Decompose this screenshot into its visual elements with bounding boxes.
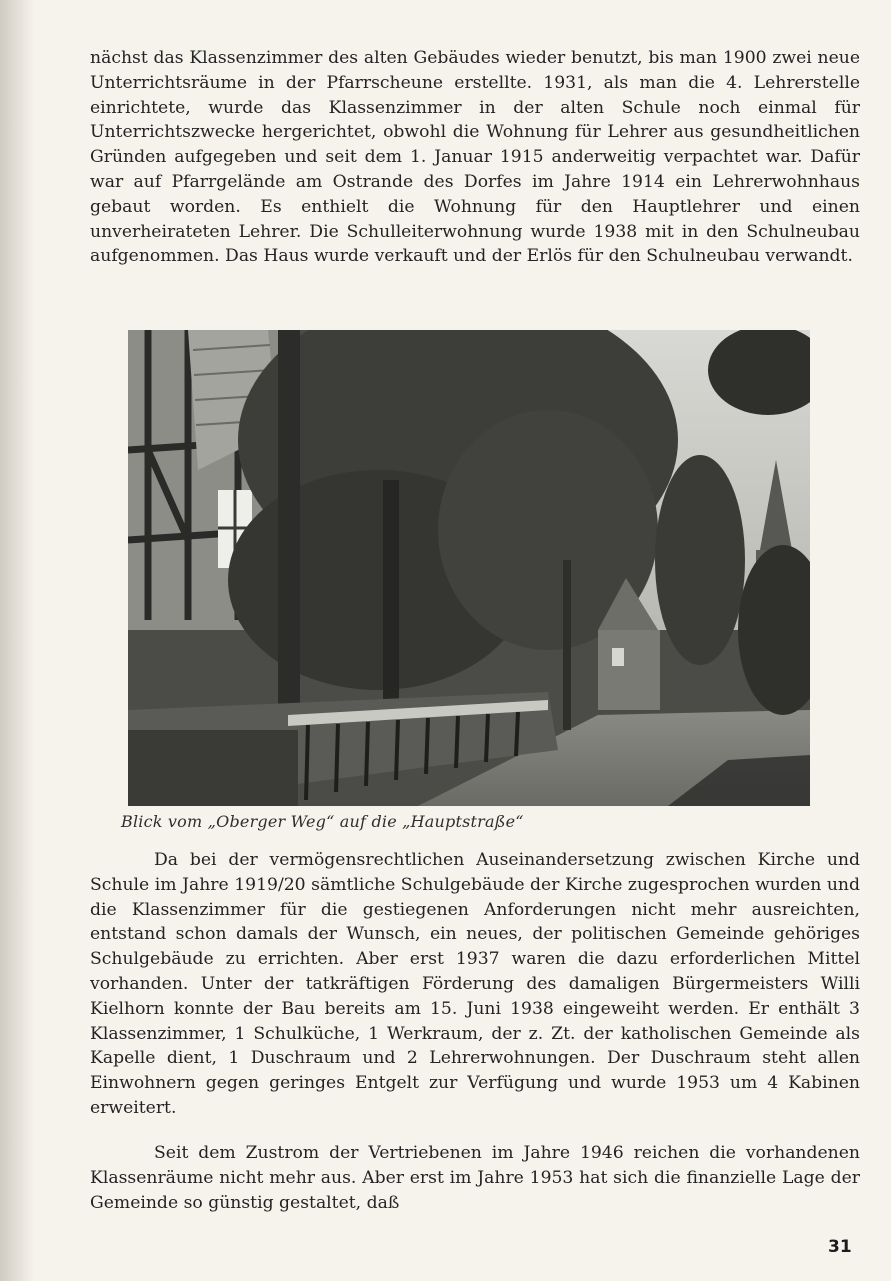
paragraph-3: Seit dem Zustrom der Vertriebenen im Jahre 1946 reichen die vorhandenen Klassenräume nicht mehr aus. Aber erst im Jahre 1953 hat sich die finanzielle Lage der Gemeinde so günstig gestaltet, daß [90,1143,860,1213]
street-photo [128,330,810,806]
page-number: 31 [828,1237,852,1257]
paragraph-1: nächst das Klassenzimmer des alten Gebäudes wieder benutzt, bis man 1900 zwei neue Unterrichtsräume in der Pfarrscheune erstellte. 1931, als man die 4. Lehrerstelle einrichtete, wurde das Klassenzimmer in der alten Schule noch einmal für Unterrichtszwecke hergerichtet, obwohl die Wohnung für Lehrer aus gesundheitlichen Gründen aufgegeben und seit dem 1. Januar 1915 anderweitig verpachtet war. Dafür war auf Pfarrgelände am Ostrande des Dorfes im Jahre 1914 ein Lehrerwohnhaus gebaut worden. Es enthielt die Wohnung für den Hauptlehrer und einen unverheirateten Lehrer. Die Schulleiterwohnung wurde 1938 mit in den Schulneubau aufgenommen. Das Haus wurde verkauft und der Erlös für den Schulneubau verwandt. [90,48,860,267]
page-edge-shadow [0,0,34,1281]
photo-caption: Blick vom „Oberger Weg“ auf die „Hauptstraße“ [121,812,524,831]
paragraph-2: Da bei der vermögensrechtlichen Auseinandersetzung zwischen Kirche und Schule im Jahre 1919/20 sämtliche Schulgebäude der Kirche zugesprochen wurden und die Klassenzimmer für die gestiegenen Anforderungen nicht mehr ausreichten, entstand schon damals der Wunsch, ein neues, der politischen Gemeinde gehöriges Schulgebäude zu errichten. Aber erst 1937 waren die dazu erforderlichen Mittel vorhanden. Unter der tatkräftigen Förderung des damaligen Bürgermeisters Willi Kielhorn konnte der Bau bereits am 15. Juni 1938 eingeweiht werden. Er enthält 3 Klassenzimmer, 1 Schulküche, 1 Werkraum, der z. Zt. der katholischen Gemeinde als Kapelle dient, 1 Duschraum und 2 Lehrerwohnungen. Der Duschraum steht allen Einwohnern gegen geringes Entgelt zur Verfügung und wurde 1953 um 4 Kabinen erweitert. [90,850,860,1118]
